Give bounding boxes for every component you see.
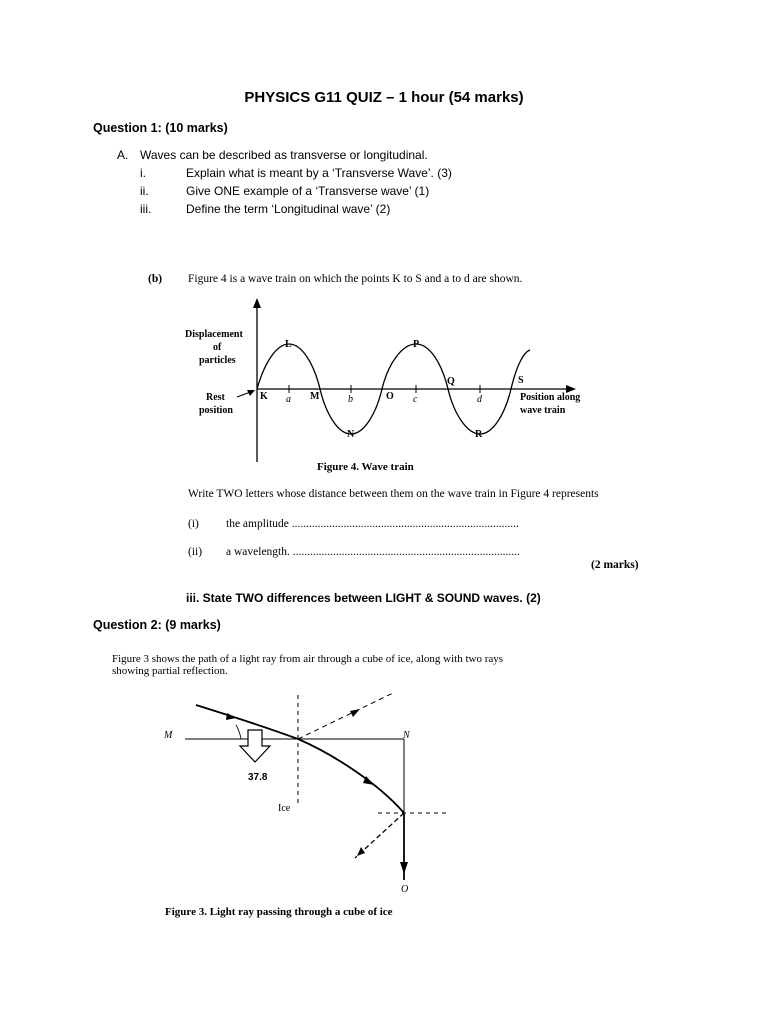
- point-r: R: [475, 429, 483, 440]
- part-a-marker: A.: [117, 148, 129, 162]
- emergent-arrow-icon: [400, 862, 408, 874]
- ice-cube-figure: [150, 690, 470, 900]
- figure-4-caption: Figure 4. Wave train: [317, 461, 414, 473]
- item-ii-num: ii.: [140, 184, 149, 198]
- item-ii-text: Give ONE example of a ‘Transverse wave’ (1): [186, 184, 430, 198]
- reflected-arrow-icon: [350, 709, 360, 717]
- sub-ii-text: a wavelength. ...............................................................................: [226, 546, 520, 558]
- y-label-3: particles: [199, 355, 236, 366]
- point-o: O: [386, 391, 394, 402]
- sub-i-num: (i): [188, 518, 199, 530]
- point-l: L: [285, 339, 292, 350]
- label-n: N: [403, 730, 410, 741]
- figure-3-caption: Figure 3. Light ray passing through a cube of ice: [165, 906, 393, 918]
- internal-reflected-arrow-icon: [357, 847, 365, 856]
- q2-intro-2: showing partial reflection.: [112, 665, 228, 677]
- point-d: d: [477, 394, 482, 405]
- reflected-ray: [298, 692, 395, 739]
- point-s: S: [518, 375, 524, 386]
- wave-train-figure: [180, 292, 600, 482]
- point-c: c: [413, 394, 418, 405]
- point-b: b: [348, 394, 353, 405]
- rest-label-1: Rest: [206, 392, 225, 403]
- question-2-heading: Question 2: (9 marks): [93, 618, 221, 632]
- y-axis-arrow-icon: [253, 298, 261, 308]
- y-label-1: Displacement: [185, 329, 243, 340]
- ice-label: Ice: [278, 803, 291, 814]
- q2-intro-1: Figure 3 shows the path of a light ray from air through a cube of ice, along with two rays: [112, 653, 504, 665]
- item-i-text: Explain what is meant by a ‘Transverse Wave’. (3): [186, 166, 452, 180]
- label-o: O: [401, 884, 409, 895]
- x-label-2: wave train: [520, 405, 566, 416]
- point-p: P: [413, 339, 420, 350]
- label-m: M: [164, 730, 173, 741]
- part-b-label: (b): [148, 273, 163, 285]
- question-1-heading: Question 1: (10 marks): [93, 121, 228, 135]
- x-label-1: Position along: [520, 392, 581, 403]
- angle-arc: [236, 725, 241, 739]
- point-m: M: [310, 391, 320, 402]
- part-b-instruction: Write TWO letters whose distance between them on the wave train in Figure 4 represents: [188, 488, 599, 500]
- sub-ii-num: (ii): [188, 546, 203, 558]
- hollow-down-arrow-icon: [240, 730, 270, 762]
- page-title: PHYSICS G11 QUIZ – 1 hour (54 marks): [244, 89, 524, 106]
- point-a: a: [286, 394, 291, 405]
- sub-i-text: the amplitude ...............................................................................: [226, 518, 519, 530]
- part-b-intro: Figure 4 is a wave train on which the points K to S and a to d are shown.: [188, 273, 523, 285]
- part-b-marks: (2 marks): [591, 559, 639, 571]
- refracted-ray: [298, 739, 404, 813]
- item-iii-num: iii.: [140, 202, 152, 216]
- part-c-text: iii. State TWO differences between LIGHT & SOUND waves. (2): [186, 591, 541, 605]
- angle-label: 37.8: [248, 772, 268, 783]
- point-k: K: [260, 391, 268, 402]
- point-n: N: [347, 429, 355, 440]
- incident-ray: [196, 705, 298, 739]
- item-i-num: i.: [140, 166, 146, 180]
- rest-label-2: position: [199, 405, 233, 416]
- part-a-text: Waves can be described as transverse or longitudinal.: [140, 148, 428, 162]
- point-q: Q: [447, 376, 455, 387]
- y-label-2: of: [213, 342, 222, 353]
- item-iii-text: Define the term ‘Longitudinal wave’ (2): [186, 202, 391, 216]
